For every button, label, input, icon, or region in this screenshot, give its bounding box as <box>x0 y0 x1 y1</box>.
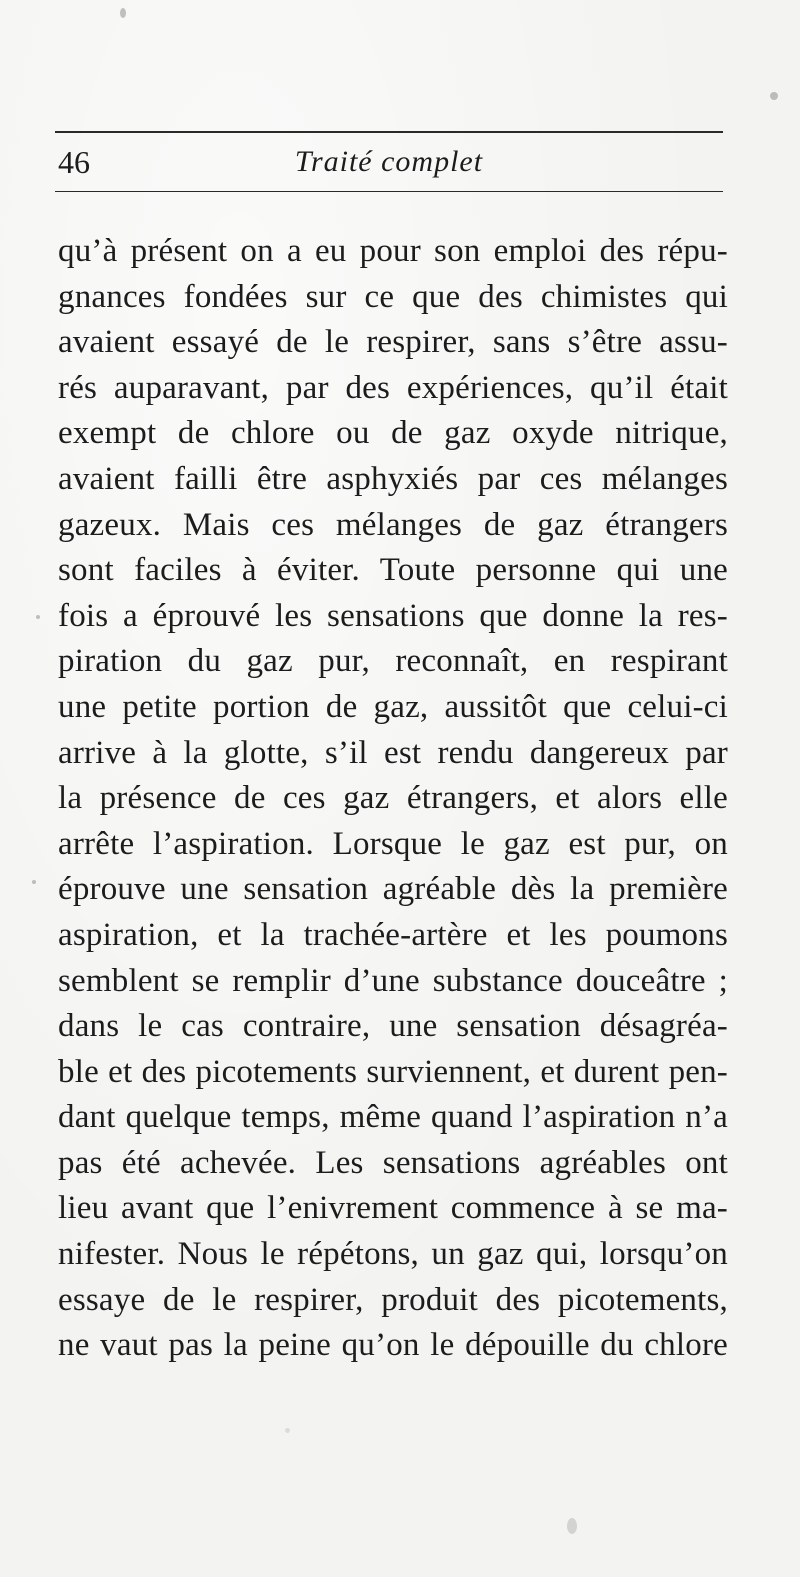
text-line: gazeux. Mais ces mélanges de gaz étrangers <box>58 506 728 543</box>
text-line: ble et des picotements surviennent, et durent pen- <box>58 1053 728 1090</box>
text-line: rés auparavant, par des expériences, qu’il était <box>58 369 728 406</box>
paper-speck <box>32 880 36 884</box>
text-line: semblent se remplir d’une substance douceâtre ; <box>58 962 728 999</box>
text-line: éprouve une sensation agréable dès la première <box>58 871 728 908</box>
text-line: qu’à présent on a eu pour son emploi des répu- <box>58 233 728 269</box>
header-bottom-rule <box>55 191 723 192</box>
page-number: 46 <box>58 144 90 180</box>
paper-speck <box>36 615 40 619</box>
text-line: essaye de le respirer, produit des picotements, <box>58 1281 728 1318</box>
text-line: ne vaut pas la peine qu’on le dépouille du chlore <box>58 1327 728 1364</box>
body-text <box>58 229 728 1369</box>
running-head <box>55 140 723 184</box>
text-line: arrive à la glotte, s’il est rendu dangereux par <box>58 734 728 771</box>
text-line: lieu avant que l’enivrement commence à se ma- <box>58 1190 728 1227</box>
text-line: gnances fondées sur ce que des chimistes qui <box>58 278 728 315</box>
paper-speck <box>120 8 126 18</box>
header-top-rule <box>55 131 723 133</box>
text-line: avaient essayé de le respirer, sans s’être assu- <box>58 324 728 361</box>
text-line: exempt de chlore ou de gaz oxyde nitrique, <box>58 415 728 452</box>
paper-speck <box>285 1428 290 1433</box>
text-line: piration du gaz pur, reconnaît, en respirant <box>58 643 728 680</box>
text-line: aspiration, et la trachée-artère et les poumons <box>58 916 728 953</box>
text-line: arrête l’aspiration. Lorsque le gaz est pur, on <box>58 825 728 862</box>
text-line: dant quelque temps, même quand l’aspiration n’a <box>58 1099 728 1136</box>
text-line: sont faciles à éviter. Toute personne qui une <box>58 552 728 589</box>
paper-speck <box>567 1518 577 1534</box>
text-line: avaient failli être asphyxiés par ces mélanges <box>58 460 728 497</box>
text-line: une petite portion de gaz, aussitôt que celui-ci <box>58 688 728 725</box>
running-title: Traité complet <box>294 145 484 178</box>
paper-speck <box>770 92 778 100</box>
text-line: fois a éprouvé les sensations que donne la res- <box>58 597 728 634</box>
text-line: nifester. Nous le répétons, un gaz qui, lorsqu’on <box>58 1236 728 1273</box>
text-line: dans le cas contraire, une sensation désagréa- <box>58 1008 728 1045</box>
text-line: la présence de ces gaz étrangers, et alors elle <box>58 780 728 817</box>
text-line: pas été achevée. Les sensations agréables ont <box>58 1144 728 1181</box>
